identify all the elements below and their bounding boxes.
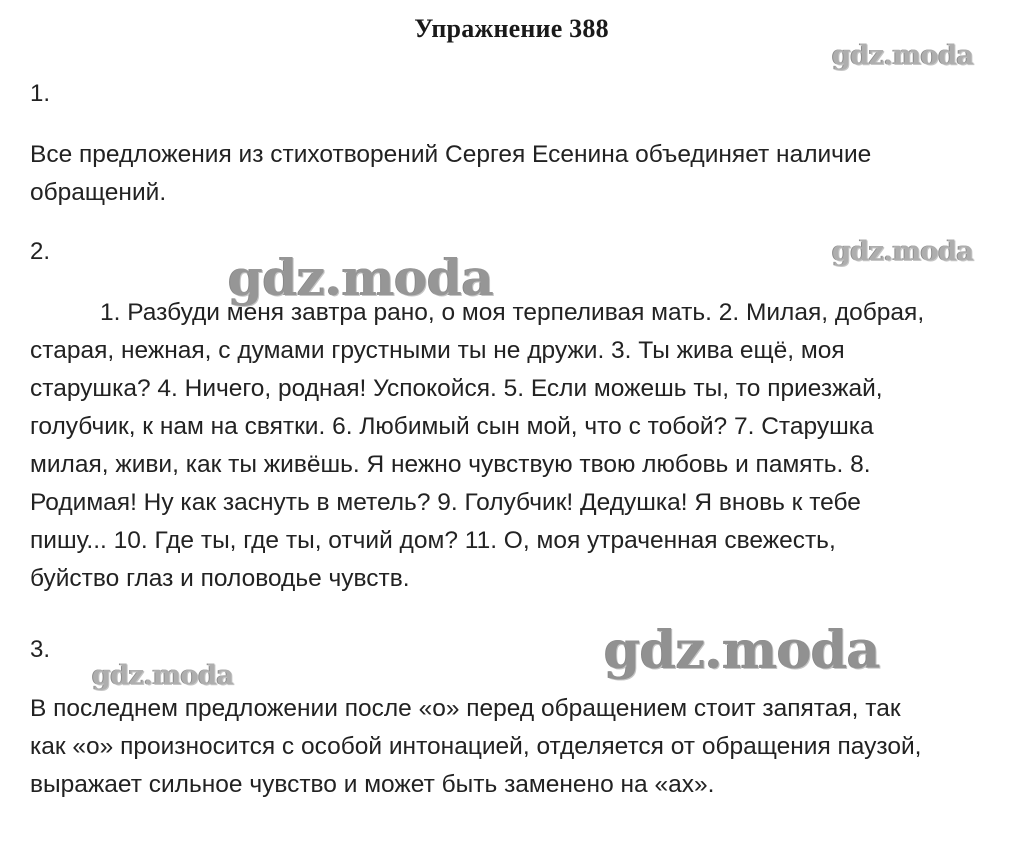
section-2-number: 2. [30, 238, 51, 265]
watermark-logo: gdz.moda [832, 40, 974, 71]
section-3-number: 3. [30, 636, 51, 663]
text-line: как «о» произносится с особой интонацией, отделяется от обращения паузой, [30, 733, 922, 760]
text-line: 1. Разбуди меня завтра рано, о моя терпеливая мать. 2. Милая, добрая, [100, 299, 925, 326]
page-title: Упражнение 388 [414, 14, 609, 43]
text-line: пишу... 10. Где ты, где ты, отчий дом? 11. О, моя утраченная свежесть, [30, 527, 836, 554]
watermark-logo: gdz.moda [92, 660, 234, 691]
text-line: голубчик, к нам на святки. 6. Любимый сын мой, что с тобой? 7. Старушка [30, 413, 874, 440]
section-1-number: 1. [30, 80, 51, 107]
text-line: Все предложения из стихотворений Сергея Есенина объединяет наличие [30, 141, 872, 168]
text-line: В последнем предложении после «о» перед обращением стоит запятая, так [30, 695, 901, 722]
text-line: выражает сильное чувство и может быть заменено на «ах». [30, 771, 715, 798]
text-line: обращений. [30, 179, 167, 206]
text-line: буйство глаз и половодье чувств. [30, 565, 410, 592]
watermark-logo: gdz.moda [228, 248, 494, 307]
section-1-text [30, 136, 990, 212]
watermark-logo: gdz.moda [604, 620, 881, 681]
text-line: старая, нежная, с думами грустными ты не дружи. 3. Ты жива ещё, моя [30, 337, 845, 364]
text-line: старушка? 4. Ничего, родная! Успокойся. 5. Если можешь ты, то приезжай, [30, 375, 883, 402]
section-3-text [30, 690, 990, 804]
text-line: Родимая! Ну как заснуть в метель? 9. Голубчик! Дедушка! Я вновь к тебе [30, 489, 861, 516]
section-2-text [30, 294, 990, 598]
watermark-logo: gdz.moda [832, 236, 974, 267]
text-line: милая, живи, как ты живёшь. Я нежно чувствую твою любовь и память. 8. [30, 451, 871, 478]
